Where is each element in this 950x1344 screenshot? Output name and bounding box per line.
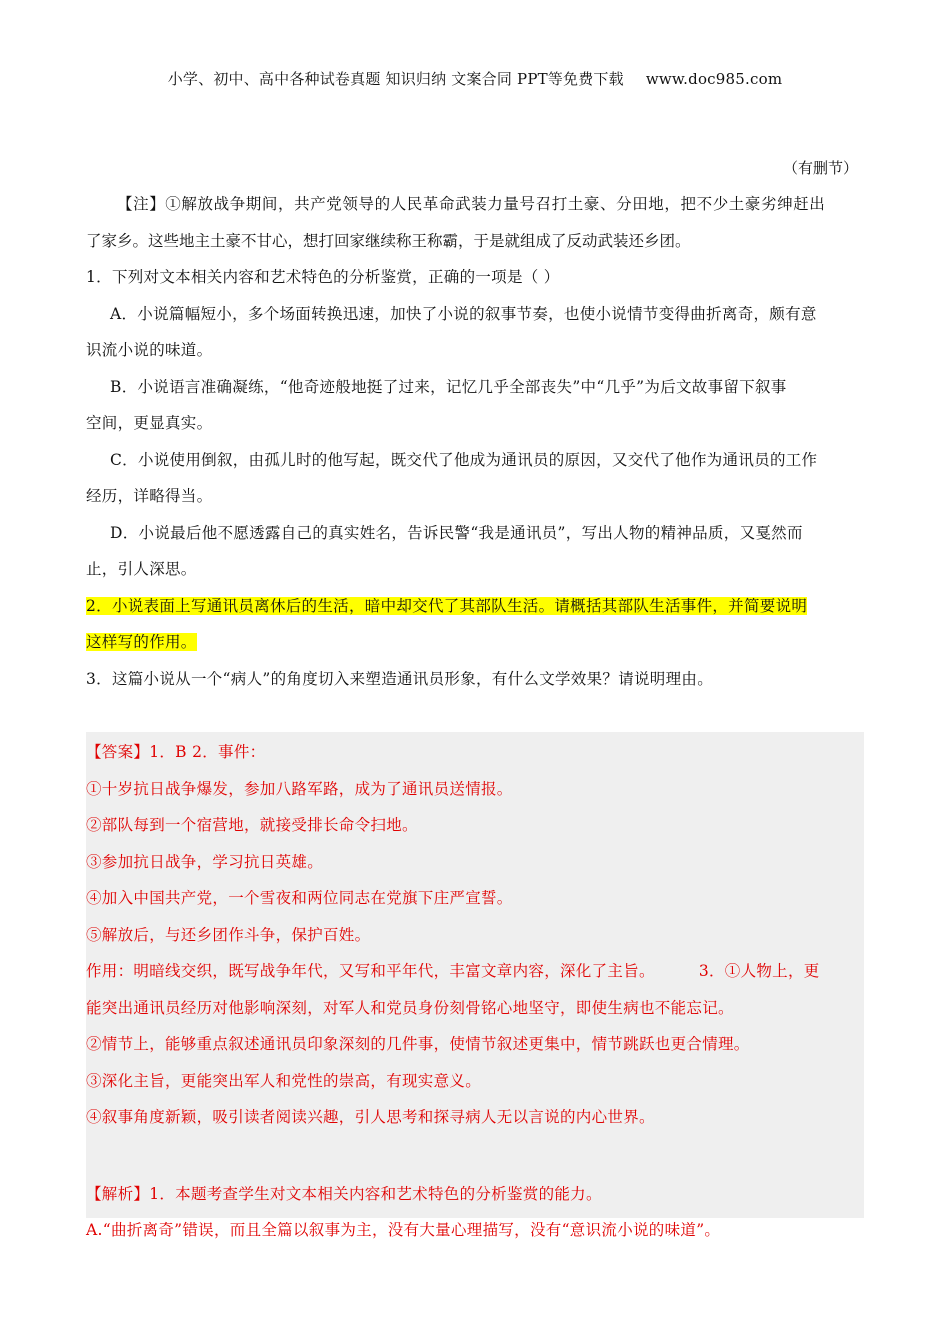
answer-line-9: ②情节上，能够重点叙述通讯员印象深刻的几件事，使情节叙述更集中，情节跳跃也更合情理。 bbox=[86, 1035, 750, 1053]
option-d-line-1: D．小说最后他不愿透露自己的真实姓名，告诉民警“我是通讯员”，写出人物的精神品质，又戛然而 bbox=[110, 523, 803, 542]
abridged-note: （有删节） bbox=[782, 159, 858, 177]
answer-line-7b: 3．①人物上，更 bbox=[698, 962, 820, 980]
header-site[interactable]: www.doc985.com bbox=[645, 70, 783, 88]
option-b-line-1: B．小说语言准确凝练，“他奇迹般地挺了过来，记忆几乎全部丧失”中“几乎”为后文故事留下叙事 bbox=[110, 377, 787, 396]
answer-line-7 bbox=[86, 953, 864, 990]
option-a-line-1: A．小说篇幅短小，多个场面转换迅速，加快了小说的叙事节奏，也使小说情节变得曲折离奇，颇有意 bbox=[110, 304, 817, 323]
answer-line-4: ③参加抗日战争，学习抗日英雄。 bbox=[86, 852, 324, 871]
answer-line-7a: 作用：明暗线交织，既写战争年代，又写和平年代，丰富文章内容，深化了主旨。 bbox=[86, 962, 655, 980]
question-2-line-2 bbox=[86, 624, 862, 661]
question-1-stem: 1．下列对文本相关内容和艺术特色的分析鉴赏，正确的一项是（ ） bbox=[86, 268, 560, 286]
option-b-line-2: 空间，更显真实。 bbox=[86, 414, 213, 432]
question-section bbox=[86, 186, 862, 697]
answer-box bbox=[86, 732, 864, 1239]
question-2-line-1 bbox=[86, 588, 862, 625]
answer-line-2: ①十岁抗日战争爆发，参加八路军路，成为了通讯员送情报。 bbox=[86, 779, 513, 798]
option-c-line-1: C．小说使用倒叙，由孤儿时的他写起，既交代了他成为通讯员的原因，又交代了他作为通讯员的工作 bbox=[110, 450, 818, 469]
footnote-line-2: 了家乡。这些地主土豪不甘心，想打回家继续称王称霸，于是就组成了反动武装还乡团。 bbox=[86, 231, 691, 250]
answer-line-3: ②部队每到一个宿营地，就接受排长命令扫地。 bbox=[86, 816, 418, 834]
question-2-highlight-2: 这样写的作用。 bbox=[86, 633, 197, 651]
answer-line-10: ③深化主旨，更能突出军人和党性的崇高，有现实意义。 bbox=[86, 1071, 482, 1090]
answer-line-1: 【答案】1．B 2．事件： bbox=[86, 743, 266, 761]
option-c-line-2: 经历，详略得当。 bbox=[86, 487, 213, 505]
footnote-line-1: 【注】①解放战争期间，共产党领导的人民革命武装力量号召打土豪、分田地，把不少土豪劣绅赶出 bbox=[117, 195, 826, 213]
answer-line-11: ④叙事角度新颖，吸引读者阅读兴趣，引人思考和探寻病人无以言说的内心世界。 bbox=[86, 1108, 655, 1126]
answer-line-5: ④加入中国共产党，一个雪夜和两位同志在党旗下庄严宣誓。 bbox=[86, 889, 513, 907]
option-d-line-2: 止，引人深思。 bbox=[86, 560, 197, 578]
header-text: 小学、初中、高中各种试卷真题 知识归纳 文案合同 PPT等免费下载 bbox=[167, 70, 624, 88]
option-a-line-2: 识流小说的味道。 bbox=[86, 341, 213, 359]
answer-line-6: ⑤解放后，与还乡团作斗争，保护百姓。 bbox=[86, 925, 371, 944]
analysis-line-2: A.“曲折离奇”错误，而且全篇以叙事为主，没有大量心理描写，没有“意识流小说的味道”。 bbox=[86, 1221, 721, 1239]
question-2-highlight-1: 2．小说表面上写通讯员离休后的生活，暗中却交代了其部队生活。请概括其部队生活事件，并简要说明 bbox=[86, 596, 808, 615]
question-3: 3．这篇小说从一个“病人”的角度切入来塑造通讯员形象，有什么文学效果？请说明理由。 bbox=[86, 669, 714, 688]
answer-line-8: 能突出通讯员经历对他影响深刻，对军人和党员身份刻骨铭心地坚守，即使生病也不能忘记。 bbox=[86, 998, 734, 1017]
analysis-line-1: 【解析】1．本题考查学生对文本相关内容和艺术特色的分析鉴赏的能力。 bbox=[86, 1184, 602, 1203]
page-header bbox=[0, 68, 950, 89]
